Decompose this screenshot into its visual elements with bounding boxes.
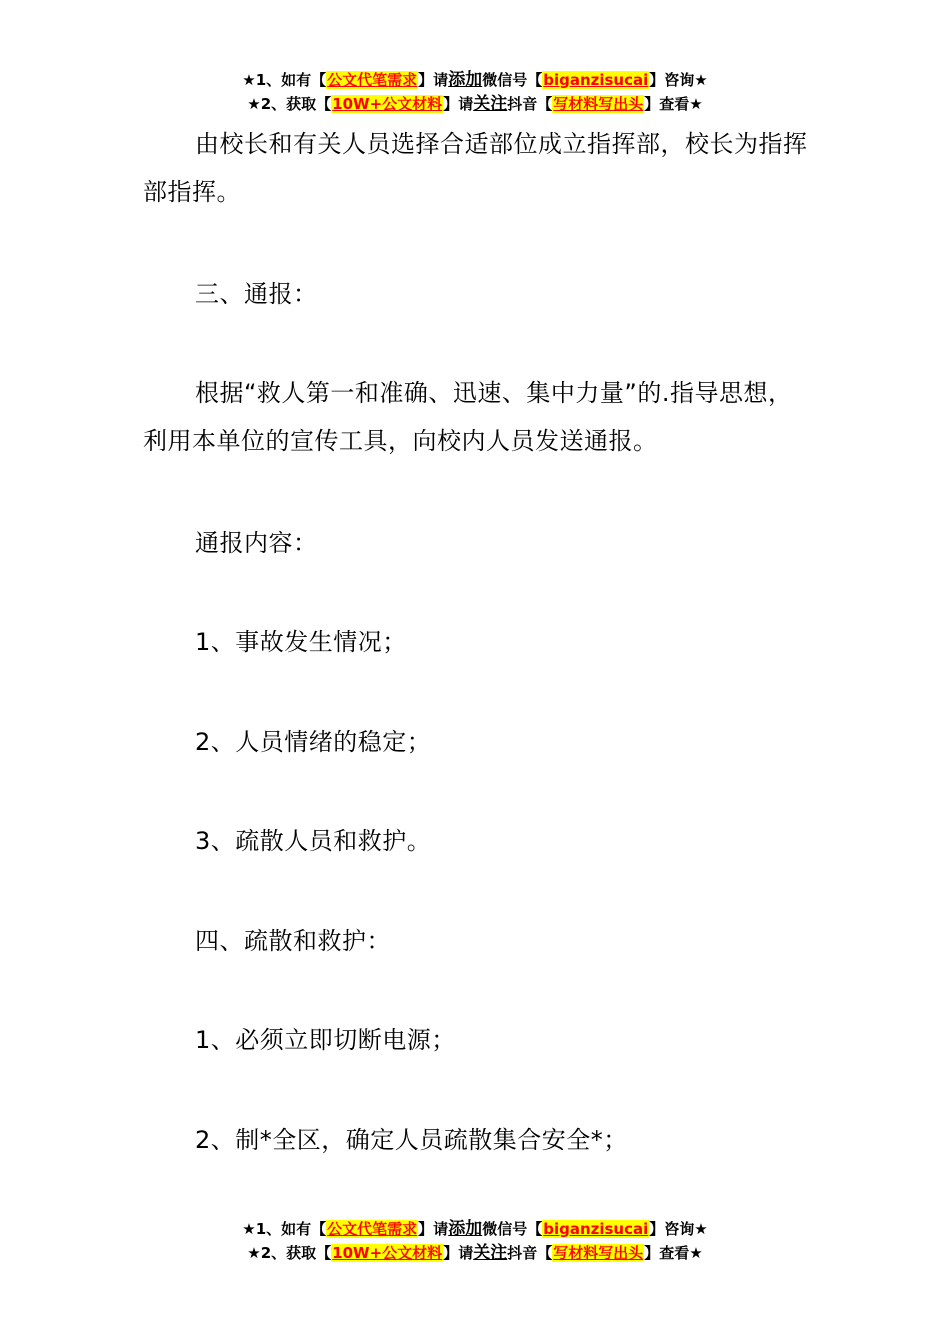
header-banner-line-1	[0, 68, 950, 92]
highlight-douyin-account: 写材料写出头	[553, 1244, 644, 1262]
list-item: 1、事故发生情况；	[195, 628, 407, 656]
underlined-text: 添加	[448, 1219, 483, 1239]
header-banner-line-2	[0, 92, 950, 116]
header-banner	[0, 68, 950, 116]
footer-banner	[0, 1217, 950, 1265]
highlight-douyin-account: 写材料写出头	[553, 95, 644, 113]
banner-text: 抖音【	[507, 1244, 553, 1262]
banner-text: 】咨询★	[649, 71, 708, 89]
list-item: 3、疏散人员和救护。	[195, 827, 432, 855]
highlight-materials: 10W+公文材料	[332, 1244, 443, 1262]
highlight-service: 公文代笔需求	[327, 1220, 418, 1238]
section-heading-evacuation: 四、疏散和救护：	[195, 927, 391, 955]
banner-text: ★2、获取【	[247, 1244, 332, 1262]
highlight-wechat-id: biganzisucai	[543, 1220, 649, 1238]
footer-banner-line-1	[0, 1217, 950, 1241]
banner-text: 】请	[418, 1220, 449, 1238]
highlight-materials: 10W+公文材料	[332, 95, 443, 113]
underlined-text: 关注	[473, 1243, 508, 1263]
banner-text: 】查看★	[644, 1244, 703, 1262]
banner-text: ★1、如有【	[242, 71, 327, 89]
banner-text: 】咨询★	[649, 1220, 708, 1238]
paragraph-guiding-principle: 根据“救人第一和准确、迅速、集中力量”的.指导思想，利用本单位的宣传工具，向校内人员发送通报。	[143, 379, 793, 455]
footer-banner-line-2	[0, 1241, 950, 1265]
underlined-text: 关注	[473, 94, 508, 114]
banner-text: ★1、如有【	[242, 1220, 327, 1238]
section-heading-notification: 三、通报：	[195, 280, 318, 308]
subheading-notification-content: 通报内容：	[195, 529, 318, 557]
banner-text: 微信号【	[482, 1220, 543, 1238]
banner-text: 】请	[443, 1244, 474, 1262]
banner-text: 微信号【	[482, 71, 543, 89]
highlight-service: 公文代笔需求	[327, 71, 418, 89]
banner-text: ★2、获取【	[247, 95, 332, 113]
highlight-wechat-id: biganzisucai	[543, 71, 649, 89]
list-item: 1、必须立即切断电源；	[195, 1026, 456, 1054]
list-item: 2、制*全区，确定人员疏散集合安全*；	[195, 1126, 628, 1154]
banner-text: 抖音【	[507, 95, 553, 113]
banner-text: 】请	[443, 95, 474, 113]
list-item: 2、人员情绪的稳定；	[195, 728, 432, 756]
banner-text: 】查看★	[644, 95, 703, 113]
paragraph-command-post: 由校长和有关人员选择合适部位成立指挥部，校长为指挥部指挥。	[143, 130, 808, 206]
banner-text: 】请	[418, 71, 449, 89]
underlined-text: 添加	[448, 70, 483, 90]
